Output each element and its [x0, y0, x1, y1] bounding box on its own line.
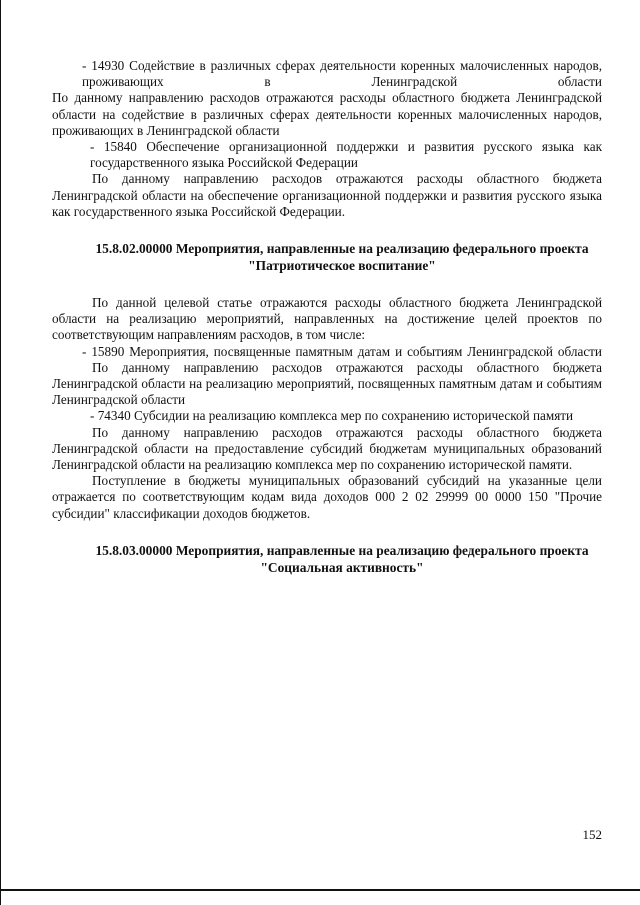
scan-left-border — [0, 0, 1, 905]
paragraph-14930-description: По данному направлению расходов отражаются расходы областного бюджета Ленинградской области на содействие в различных сферах деятельности коренных малочисленных народов, проживающих в Ленинградской области — [52, 90, 602, 138]
paragraph-15840-description: По данному направлению расходов отражаются расходы областного бюджета Ленинградской области на обеспечение организационной поддержки и развития русского языка как государственного языка Российской Федерации. — [52, 171, 602, 219]
paragraph-74340-description: По данному направлению расходов отражаются расходы областного бюджета Ленинградской области на предоставление субсидий бюджетам муниципальных образований Ленинградской области на реализацию комплекса мер по сохранению исторической памяти. — [52, 424, 602, 473]
paragraph-target-article: По данной целевой статье отражаются расходы областного бюджета Ленинградской области на реализацию мероприятий, направленных на достижение целей проектов по соответствующим направлениям расходов, в том числе: — [52, 295, 602, 343]
scan-bottom-border — [0, 889, 640, 891]
paragraph-15890-description: По данному направлению расходов отражаются расходы областного бюджета Ленинградской области на реализацию мероприятий, посвященных памятным датам и событиям Ленинградской области — [52, 359, 602, 408]
paragraph-income-codes: Поступление в бюджеты муниципальных образований субсидий на указанные цели отражается по соответствующим кодам вида доходов 000 2 02 29999 00 0000 150 "Прочие субсидии" классификации доходов бюджетов. — [52, 473, 602, 521]
section-heading-15-8-03: 15.8.03.00000 Мероприятия, направленные на реализацию федерального проекта "Социальная активность" — [95, 542, 589, 575]
page-number: 152 — [582, 827, 602, 842]
section-heading-15-8-02: 15.8.02.00000 Мероприятия, направленные на реализацию федерального проекта "Патриотическое воспитание" — [95, 241, 589, 274]
code-item-74340: - 74340 Субсидии на реализацию комплекса мер по сохранению исторической памяти — [90, 408, 574, 424]
code-item-14930: - 14930 Содействие в различных сферах деятельности коренных малочисленных народов, проживающих в Ленинградской области — [82, 58, 602, 90]
document-page — [52, 58, 602, 576]
code-item-15890: - 15890 Мероприятия, посвященные памятным датам и событиям Ленинградской области — [82, 343, 602, 359]
code-item-15840: - 15840 Обеспечение организационной поддержки и развития русского языка как государственного языка Российской Федерации — [90, 139, 602, 171]
